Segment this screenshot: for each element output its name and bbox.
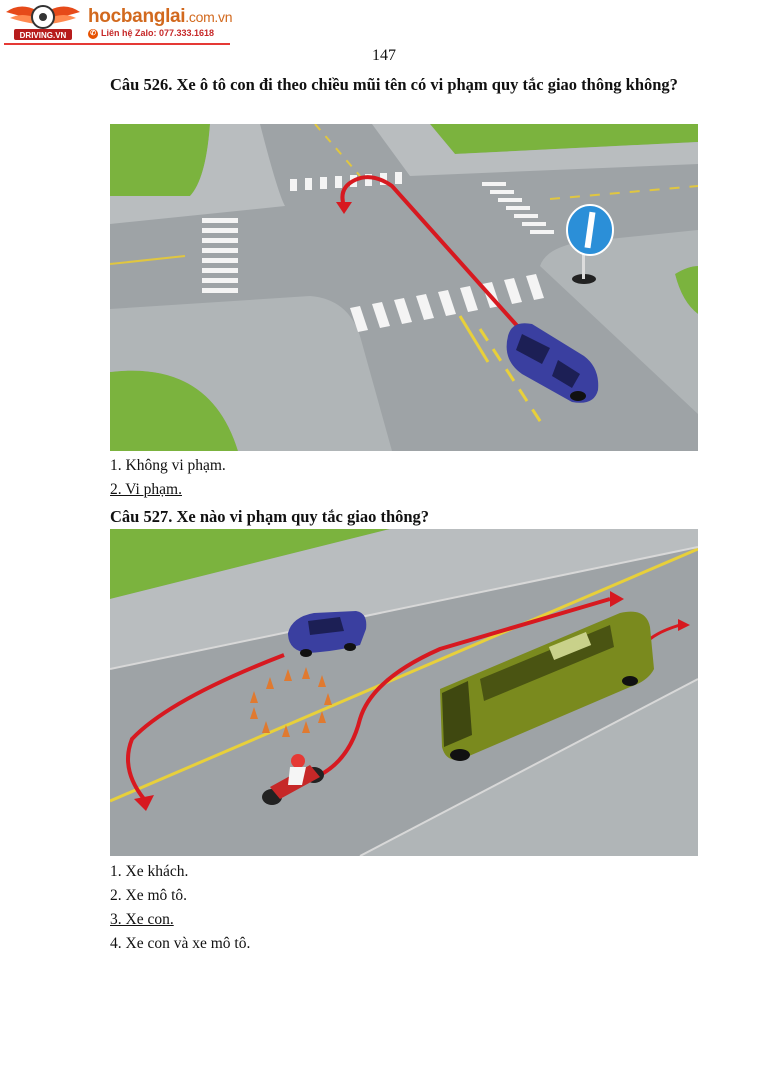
question-title: Câu 527. Xe nào vi phạm quy tắc giao thông? [110, 507, 430, 526]
road-illustration [110, 529, 698, 856]
intersection-illustration [110, 124, 698, 451]
zalo-contact: ✆ Liên hệ Zalo: 077.333.1618 [88, 28, 214, 39]
header-logo [0, 0, 240, 48]
grass-area [110, 124, 210, 196]
answer-option: 1. Không vi phạm. [110, 457, 226, 474]
svg-text:DRIVING.VN: DRIVING.VN [19, 31, 67, 40]
header-divider [4, 43, 230, 45]
answer-option: 1. Xe khách. [110, 863, 189, 880]
brand-name: hocbanglai.com.vn [88, 6, 233, 27]
answer-option-correct: 2. Vi phạm. [110, 481, 182, 498]
question-title: Câu 526. Xe ô tô con đi theo chiều mũi tên có vi phạm quy tắc giao thông không? [110, 75, 678, 94]
answer-option-correct: 3. Xe con. [110, 911, 174, 928]
driving-vn-logo-icon [0, 0, 86, 44]
page-number: 147 [372, 47, 396, 64]
answer-option: 4. Xe con và xe mô tô. [110, 935, 251, 952]
answer-option: 2. Xe mô tô. [110, 887, 188, 904]
phone-icon: ✆ [88, 29, 98, 39]
